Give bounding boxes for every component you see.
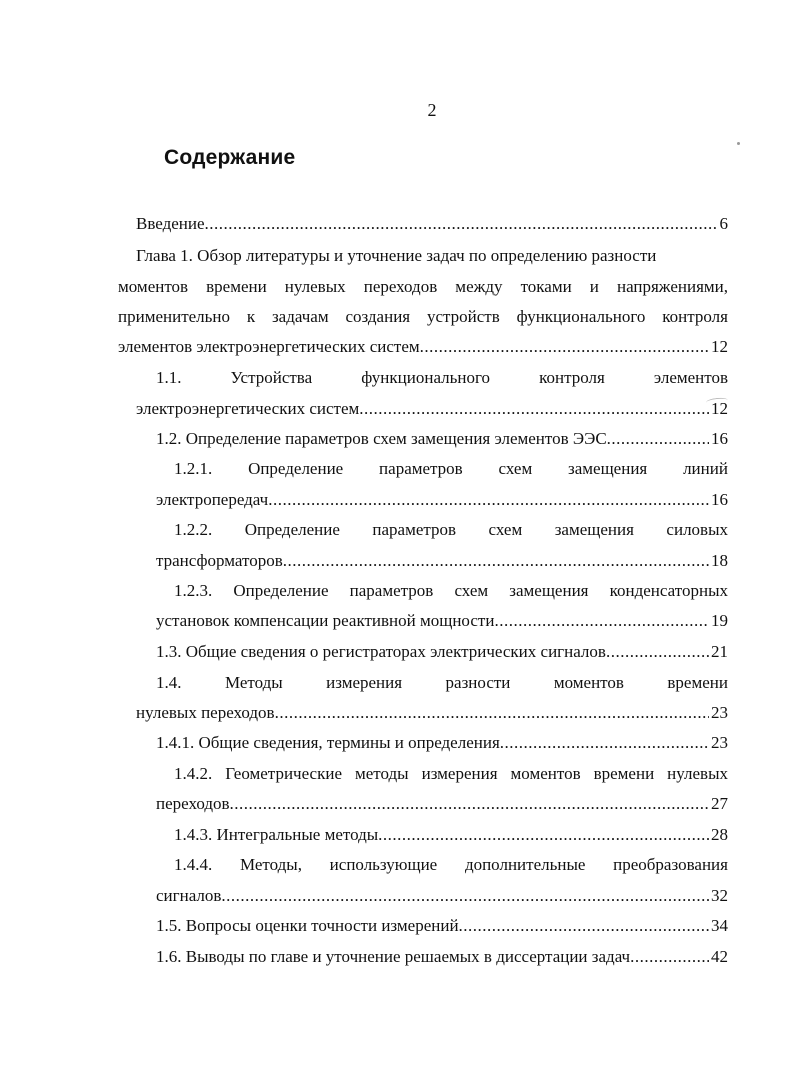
- toc-entry-1-3: 1.3. Общие сведения о регистраторах электрических сигналов ..... 21: [156, 639, 728, 665]
- toc-entry-chapter1-line3: применительно к задачам создания устройств функционального контроля: [118, 307, 728, 326]
- toc-entry-1-4-2-line2: переходов ..... 27: [156, 791, 728, 817]
- scan-speck: [737, 142, 740, 145]
- page-title: Содержание: [164, 146, 296, 169]
- toc-entry-1-5: 1.5. Вопросы оценки точности измерений ..... 34: [156, 913, 728, 939]
- toc-entry-1-4-2-line1: 1.4.2. Геометрические методы измерения моментов времени нулевых: [174, 764, 728, 783]
- toc-entry-1-2-1-line2: электропередач ..... 16: [156, 487, 728, 513]
- toc-entry-chapter1-line4: элементов электроэнергетических систем ..... 12: [118, 334, 728, 360]
- toc-entry-1-2: 1.2. Определение параметров схем замещения элементов ЭЭС ..... 16: [156, 426, 728, 452]
- toc-entry-1-2-2-line1: 1.2.2. Определение параметров схем замещения силовых: [174, 520, 728, 539]
- toc-entry-1-6: 1.6. Выводы по главе и уточнение решаемых в диссертации задач ..... 42: [156, 944, 728, 970]
- toc-entry-chapter1-line1: Глава 1. Обзор литературы и уточнение задач по определению разности: [136, 246, 657, 265]
- toc-entry-1-2-2-line2: трансформаторов ..... 18: [156, 548, 728, 574]
- toc-entry-1-4-3: 1.4.3. Интегральные методы ..... 28: [174, 822, 728, 848]
- toc-entry-intro: Введение ..... 6: [136, 211, 728, 237]
- toc-entry-1-2-1-line1: 1.2.1. Определение параметров схем замещения линий: [174, 459, 728, 478]
- toc-entry-1-4-4-line2: сигналов ..... 32: [156, 883, 728, 909]
- toc-entry-1-2-3-line1: 1.2.3. Определение параметров схем замещения конденсаторных: [174, 581, 728, 600]
- toc-entry-1-1-line2: электроэнергетических систем ..... 12: [136, 396, 728, 422]
- toc-entry-1-4-4-line1: 1.4.4. Методы, использующие дополнительные преобразования: [174, 855, 728, 874]
- page-number: 2: [427, 100, 437, 120]
- toc-entry-chapter1-line2: моментов времени нулевых переходов между токами и напряжениями,: [118, 277, 728, 296]
- toc-entry-1-1-line1: 1.1. Устройства функционального контроля элементов: [156, 368, 728, 387]
- toc-entry-1-4-line1: 1.4. Методы измерения разности моментов времени: [156, 673, 728, 692]
- toc-entry-1-4-1: 1.4.1. Общие сведения, термины и определения ..... 23: [156, 730, 728, 756]
- toc-entry-1-4-line2: нулевых переходов ..... 23: [136, 700, 728, 726]
- toc-entry-1-2-3-line2: установок компенсации реактивной мощности ..... 19: [156, 608, 728, 634]
